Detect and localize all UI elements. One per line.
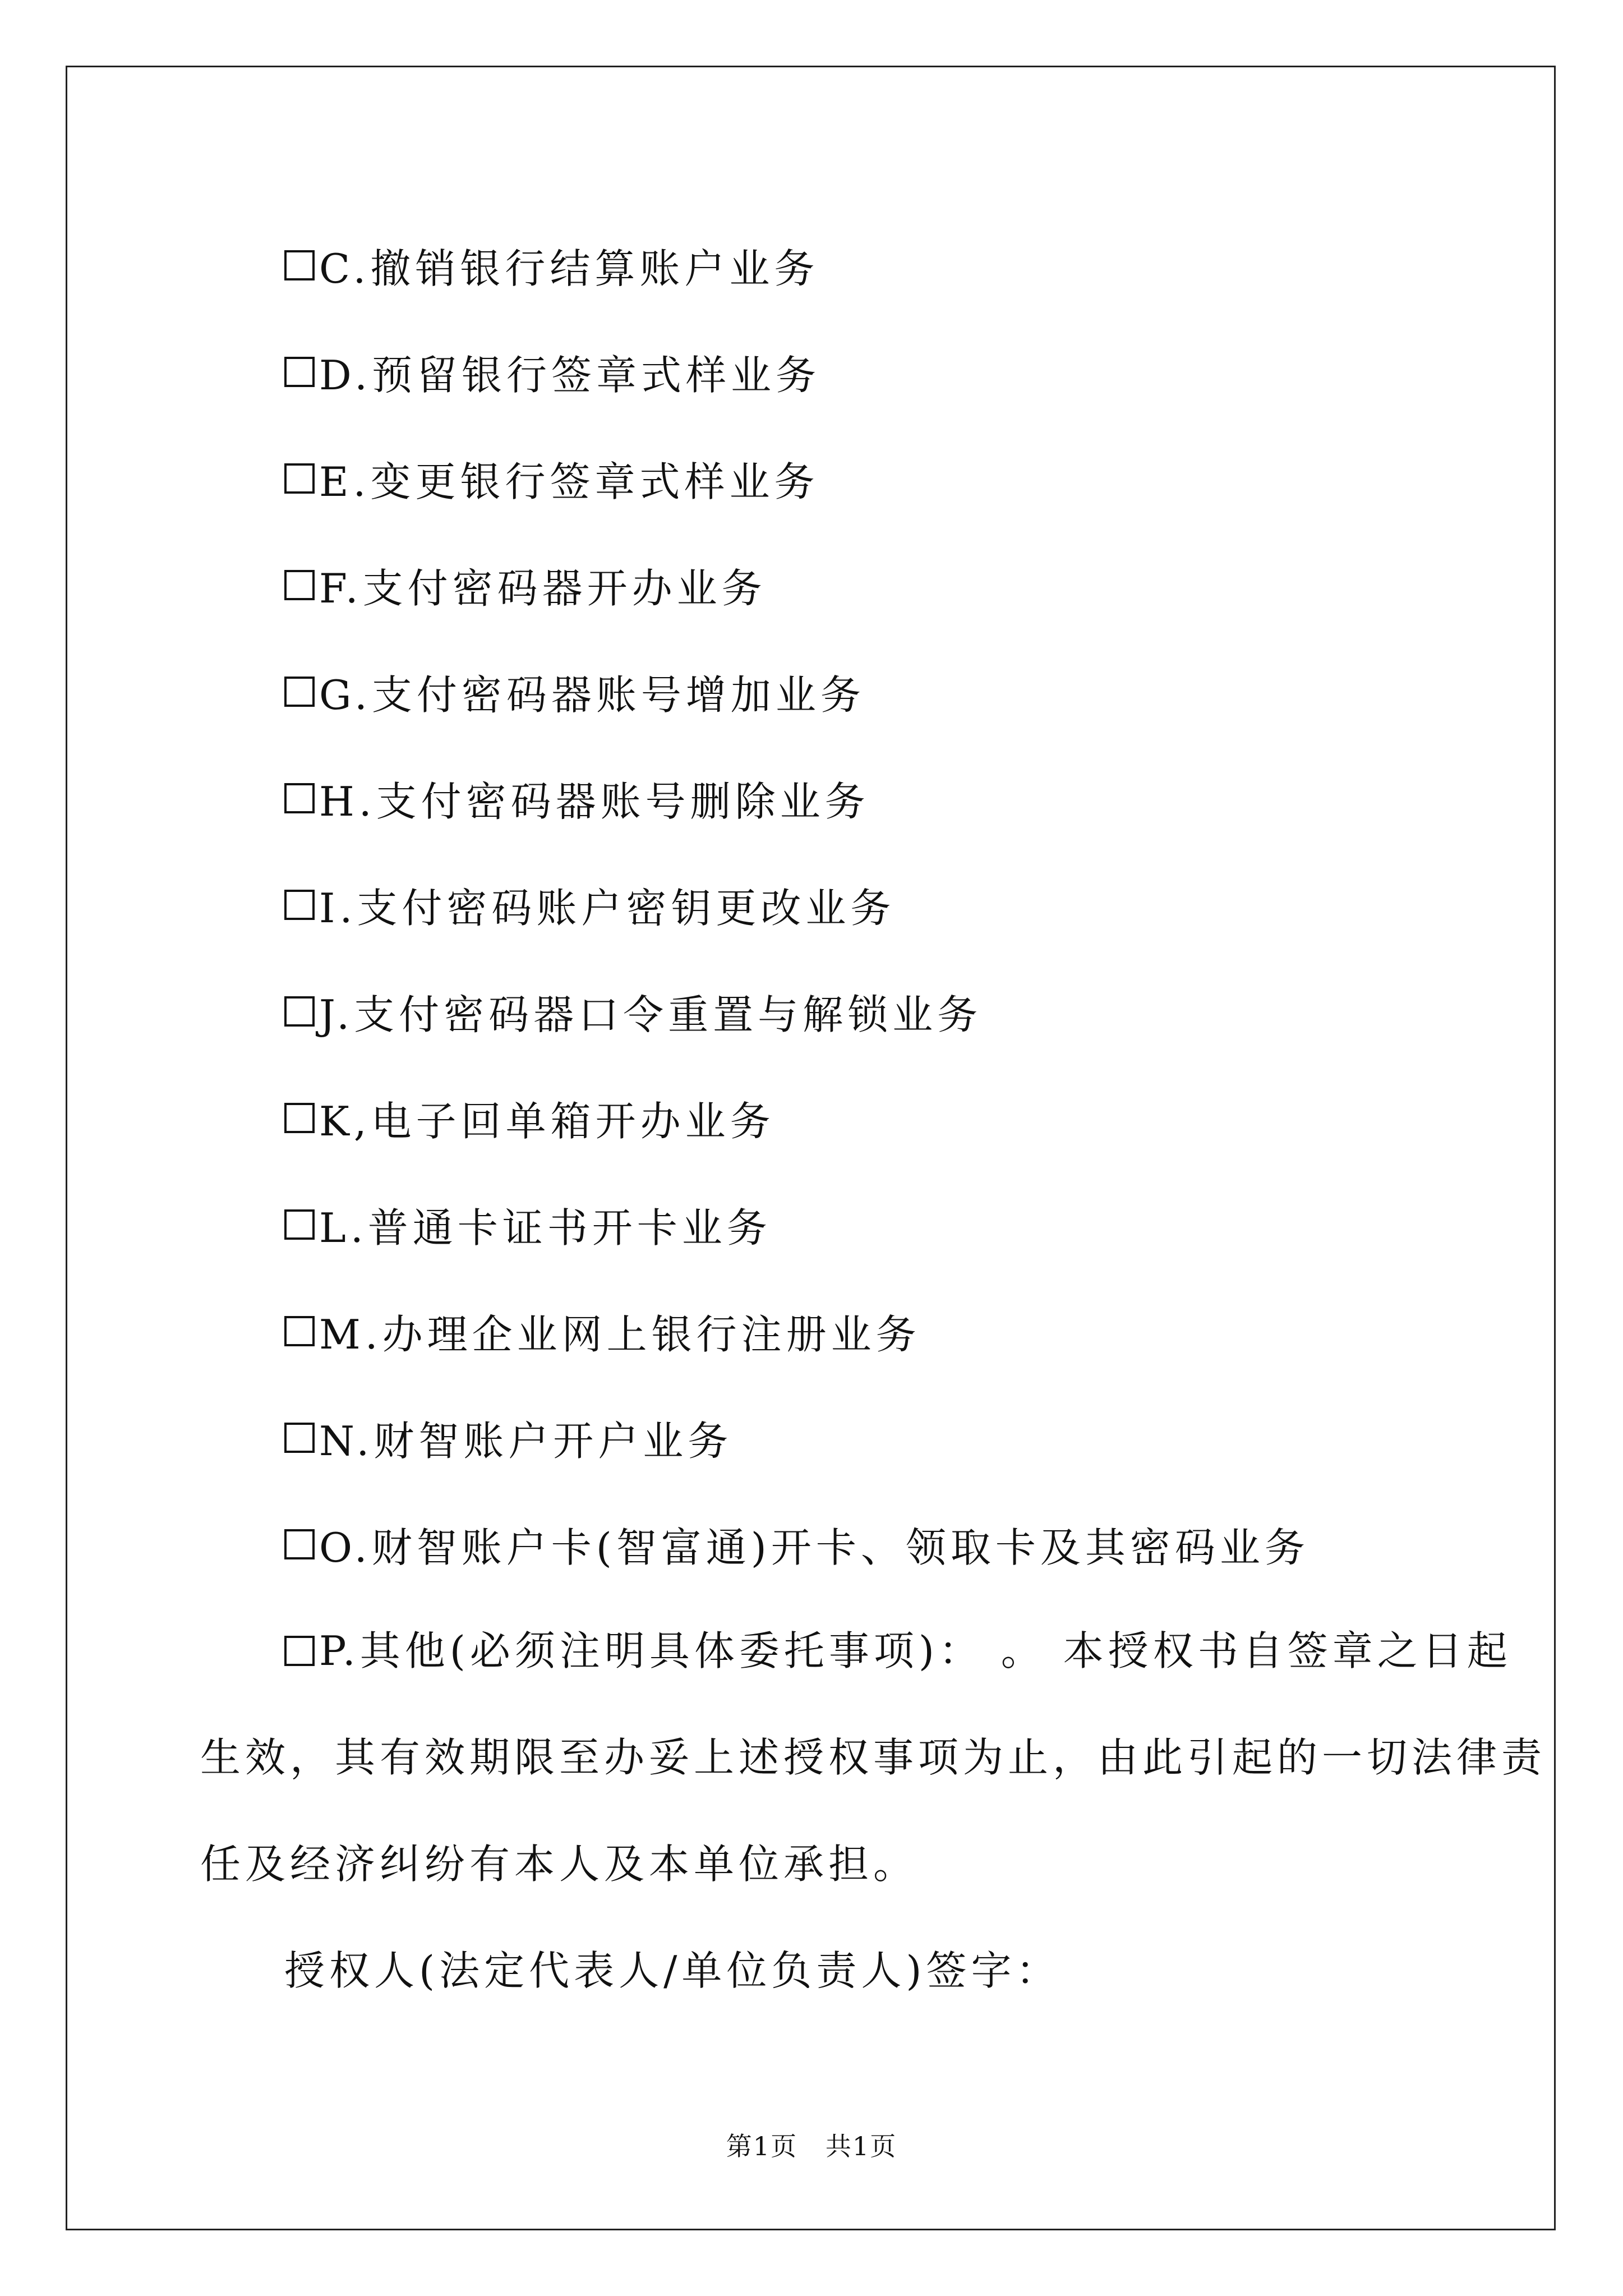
- checkbox[interactable]: [284, 1636, 315, 1666]
- checkbox[interactable]: [284, 1529, 315, 1559]
- checkbox[interactable]: [284, 783, 315, 813]
- option-p-paragraph: [200, 1598, 1547, 1917]
- checkbox[interactable]: [284, 1316, 315, 1346]
- option-c[interactable]: [200, 212, 1428, 319]
- option-o[interactable]: [200, 1491, 1428, 1598]
- option-label: M.办理企业网上银行注册业务: [319, 1311, 921, 1358]
- option-j[interactable]: [200, 958, 1428, 1065]
- option-h[interactable]: [200, 745, 1428, 852]
- checkbox[interactable]: [284, 250, 315, 280]
- paragraph-line: 任及经济纠纷有本人及本单位承担。: [200, 1841, 919, 1888]
- option-label: D.预留银行签章式样业务: [319, 352, 821, 399]
- checkbox[interactable]: [284, 463, 315, 494]
- option-label: H.支付密码器账号删除业务: [319, 778, 870, 825]
- option-k[interactable]: [200, 1065, 1428, 1171]
- signature-label: 授权人(法定代表人/单位负责人)签字：: [284, 1947, 1061, 1994]
- option-label: F.支付密码器开办业务: [319, 565, 767, 612]
- checkbox[interactable]: [284, 1103, 315, 1133]
- option-label: N.财智账户开户业务: [319, 1418, 733, 1465]
- checkbox[interactable]: [284, 890, 315, 920]
- document-body: [200, 212, 1547, 2024]
- checkbox[interactable]: [284, 677, 315, 707]
- page-footer: 第1页 共1页: [726, 2131, 897, 2161]
- option-label: K,电子回单箱开办业务: [319, 1098, 775, 1145]
- option-label: O.财智账户卡(智富通)开卡、领取卡及其密码业务: [319, 1524, 1310, 1571]
- checkbox[interactable]: [284, 570, 315, 600]
- option-label: C.撤销银行结算账户业务: [319, 245, 819, 292]
- checkbox[interactable]: [284, 357, 315, 387]
- option-f[interactable]: [200, 532, 1428, 638]
- checkbox[interactable]: [284, 1423, 315, 1453]
- option-n[interactable]: [200, 1384, 1428, 1491]
- option-label: E.变更银行签章式样业务: [319, 458, 819, 505]
- option-label: J.支付密码器口令重置与解锁业务: [319, 991, 983, 1038]
- option-d[interactable]: [200, 319, 1428, 425]
- option-label: G.支付密码器账号增加业务: [319, 671, 865, 719]
- option-l[interactable]: [200, 1171, 1428, 1278]
- option-g[interactable]: [200, 638, 1428, 745]
- paragraph-line: 生效，其有效期限至办妥上述授权事项为止，由此引起的一切法律责: [200, 1734, 1547, 1781]
- checkbox[interactable]: [284, 1209, 315, 1240]
- option-m[interactable]: [200, 1278, 1428, 1384]
- checkbox[interactable]: [284, 996, 315, 1027]
- option-label: P.其他(必须注明具体委托事项)： 。 本授权书自签章之日起: [319, 1627, 1512, 1674]
- option-label: L.普通卡证书开卡业务: [319, 1204, 772, 1251]
- option-i[interactable]: [200, 852, 1428, 958]
- option-e[interactable]: [200, 425, 1428, 532]
- option-label: I.支付密码账户密钥更改业务: [319, 885, 896, 932]
- option-p[interactable]: [200, 1598, 1512, 1704]
